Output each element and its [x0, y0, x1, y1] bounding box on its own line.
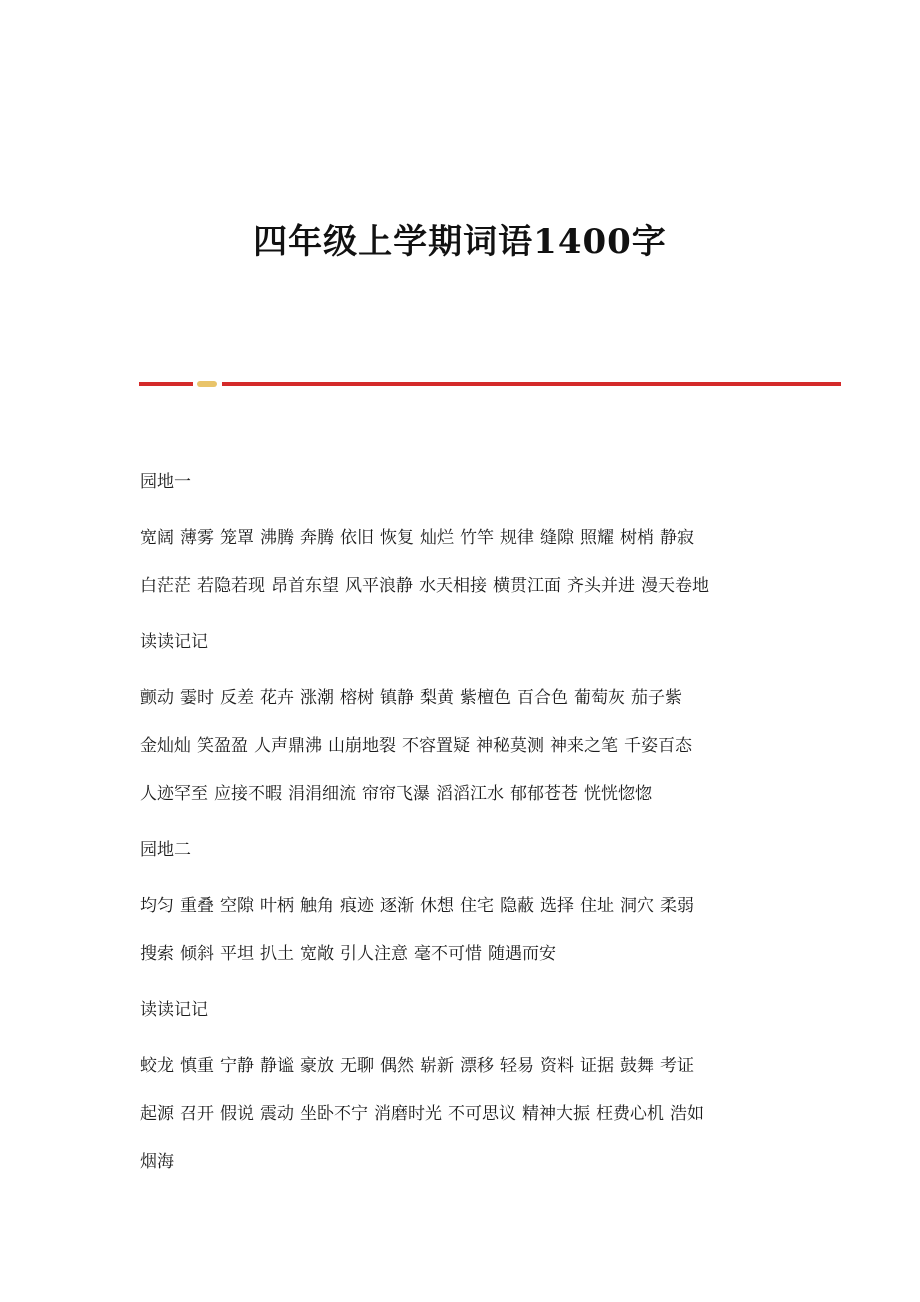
- word-line: [140, 1054, 790, 1078]
- vocabulary-word: 金灿灿: [140, 736, 191, 756]
- vocabulary-word: 霎时: [180, 688, 214, 708]
- word-list: [140, 894, 790, 966]
- vocabulary-word: 白茫茫: [140, 576, 191, 596]
- vocabulary-word: 百合色: [517, 688, 568, 708]
- vocabulary-word: 恍恍惚惚: [584, 784, 652, 804]
- vocabulary-word: 随遇而安: [488, 944, 556, 964]
- vocabulary-word: 人迹罕至: [140, 784, 208, 804]
- vocabulary-word: 静谧: [260, 1056, 294, 1076]
- vocabulary-word: 恢复: [380, 528, 414, 548]
- word-line: [140, 1150, 790, 1174]
- vocabulary-word: 千姿百态: [624, 736, 692, 756]
- vocabulary-word: 涨潮: [300, 688, 334, 708]
- vocabulary-word: 重叠: [180, 896, 214, 916]
- vocabulary-word: 奔腾: [300, 528, 334, 548]
- vocabulary-word: 触角: [300, 896, 334, 916]
- section-heading: 园地二: [140, 840, 191, 860]
- section-heading: 园地一: [140, 472, 191, 492]
- word-line: [140, 942, 790, 966]
- vocabulary-word: 树梢: [620, 528, 654, 548]
- vocabulary-word: 沸腾: [260, 528, 294, 548]
- vocabulary-word: 引人注意: [340, 944, 408, 964]
- vocabulary-word: 震动: [260, 1104, 294, 1124]
- vocabulary-word: 住宅: [460, 896, 494, 916]
- vocabulary-word: 崭新: [420, 1056, 454, 1076]
- word-line: [140, 894, 790, 918]
- vocabulary-word: 照耀: [580, 528, 614, 548]
- vocabulary-word: 滔滔江水: [436, 784, 504, 804]
- document-title: 四年级上学期词语1400字: [253, 222, 667, 262]
- title-divider: [139, 381, 841, 387]
- vocabulary-word: 山崩地裂: [328, 736, 396, 756]
- vocabulary-word: 漂移: [460, 1056, 494, 1076]
- vocabulary-word: 神来之笔: [550, 736, 618, 756]
- vocabulary-word: 证据: [580, 1056, 614, 1076]
- word-line: [140, 574, 790, 598]
- word-line: [140, 686, 790, 710]
- vocabulary-word: 反差: [220, 688, 254, 708]
- vocabulary-word: 静寂: [660, 528, 694, 548]
- vocabulary-word: 轻易: [500, 1056, 534, 1076]
- word-list: [140, 686, 790, 806]
- vocabulary-word: 浩如: [670, 1104, 704, 1124]
- vocabulary-word: 灿烂: [420, 528, 454, 548]
- vocabulary-word: 枉费心机: [596, 1104, 664, 1124]
- vocabulary-word: 召开: [180, 1104, 214, 1124]
- vocabulary-word: 考证: [660, 1056, 694, 1076]
- vocabulary-word: 假说: [220, 1104, 254, 1124]
- vocabulary-word: 应接不暇: [214, 784, 282, 804]
- word-line: [140, 526, 790, 550]
- word-line: [140, 782, 790, 806]
- vocabulary-word: 缝隙: [540, 528, 574, 548]
- vocabulary-word: 起源: [140, 1104, 174, 1124]
- vocabulary-word: 鼓舞: [620, 1056, 654, 1076]
- vocabulary-word: 毫不可惜: [414, 944, 482, 964]
- vocabulary-word: 倾斜: [180, 944, 214, 964]
- vocabulary-word: 精神大振: [522, 1104, 590, 1124]
- vocabulary-word: 漫天卷地: [641, 576, 709, 596]
- word-list: [140, 1054, 790, 1174]
- vocabulary-word: 镇静: [380, 688, 414, 708]
- vocabulary-word: 笑盈盈: [197, 736, 248, 756]
- word-line: [140, 1102, 790, 1126]
- vocabulary-word: 逐渐: [380, 896, 414, 916]
- vocabulary-word: 无聊: [340, 1056, 374, 1076]
- section-heading: 读读记记: [140, 1000, 208, 1020]
- vocabulary-word: 坐卧不宁: [300, 1104, 368, 1124]
- vocabulary-word: 平坦: [220, 944, 254, 964]
- vocabulary-word: 昂首东望: [271, 576, 339, 596]
- divider-left-segment: [139, 382, 193, 386]
- vocabulary-content: [140, 470, 790, 1206]
- vocabulary-word: 茄子紫: [631, 688, 682, 708]
- vocabulary-word: 慎重: [180, 1056, 214, 1076]
- word-list: [140, 526, 790, 598]
- vocabulary-word: 隐蔽: [500, 896, 534, 916]
- section-heading: 读读记记: [140, 632, 208, 652]
- vocabulary-word: 人声鼎沸: [254, 736, 322, 756]
- vocabulary-word: 梨黄: [420, 688, 454, 708]
- vocabulary-word: 偶然: [380, 1056, 414, 1076]
- word-line: [140, 734, 790, 758]
- vocabulary-word: 神秘莫测: [476, 736, 544, 756]
- vocabulary-word: 扒土: [260, 944, 294, 964]
- vocabulary-word: 帘帘飞瀑: [362, 784, 430, 804]
- vocabulary-word: 横贯江面: [493, 576, 561, 596]
- vocabulary-word: 齐头并进: [567, 576, 635, 596]
- vocabulary-word: 竹竿: [460, 528, 494, 548]
- vocabulary-word: 豪放: [300, 1056, 334, 1076]
- divider-ornament-icon: [197, 381, 217, 387]
- vocabulary-word: 洞穴: [620, 896, 654, 916]
- vocabulary-word: 痕迹: [340, 896, 374, 916]
- vocabulary-word: 颤动: [140, 688, 174, 708]
- vocabulary-word: 郁郁苍苍: [510, 784, 578, 804]
- vocabulary-word: 住址: [580, 896, 614, 916]
- vocabulary-word: 宽敞: [300, 944, 334, 964]
- vocabulary-word: 蛟龙: [140, 1056, 174, 1076]
- vocabulary-word: 柔弱: [660, 896, 694, 916]
- vocabulary-word: 紫檀色: [460, 688, 511, 708]
- vocabulary-word: 水天相接: [419, 576, 487, 596]
- vocabulary-word: 叶柄: [260, 896, 294, 916]
- vocabulary-word: 空隙: [220, 896, 254, 916]
- vocabulary-word: 消磨时光: [374, 1104, 442, 1124]
- vocabulary-word: 若隐若现: [197, 576, 265, 596]
- vocabulary-word: 宁静: [220, 1056, 254, 1076]
- vocabulary-word: 资料: [540, 1056, 574, 1076]
- vocabulary-word: 笼罩: [220, 528, 254, 548]
- vocabulary-word: 搜索: [140, 944, 174, 964]
- vocabulary-word: 薄雾: [180, 528, 214, 548]
- vocabulary-word: 休想: [420, 896, 454, 916]
- vocabulary-word: 宽阔: [140, 528, 174, 548]
- vocabulary-word: 风平浪静: [345, 576, 413, 596]
- vocabulary-word: 榕树: [340, 688, 374, 708]
- vocabulary-word: 不容置疑: [402, 736, 470, 756]
- vocabulary-word: 葡萄灰: [574, 688, 625, 708]
- divider-right-segment: [222, 382, 841, 386]
- vocabulary-word: 均匀: [140, 896, 174, 916]
- vocabulary-word: 规律: [500, 528, 534, 548]
- vocabulary-word: 花卉: [260, 688, 294, 708]
- vocabulary-word: 依旧: [340, 528, 374, 548]
- vocabulary-word: 选择: [540, 896, 574, 916]
- vocabulary-word: 涓涓细流: [288, 784, 356, 804]
- vocabulary-word: 不可思议: [448, 1104, 516, 1124]
- vocabulary-word: 烟海: [140, 1152, 174, 1172]
